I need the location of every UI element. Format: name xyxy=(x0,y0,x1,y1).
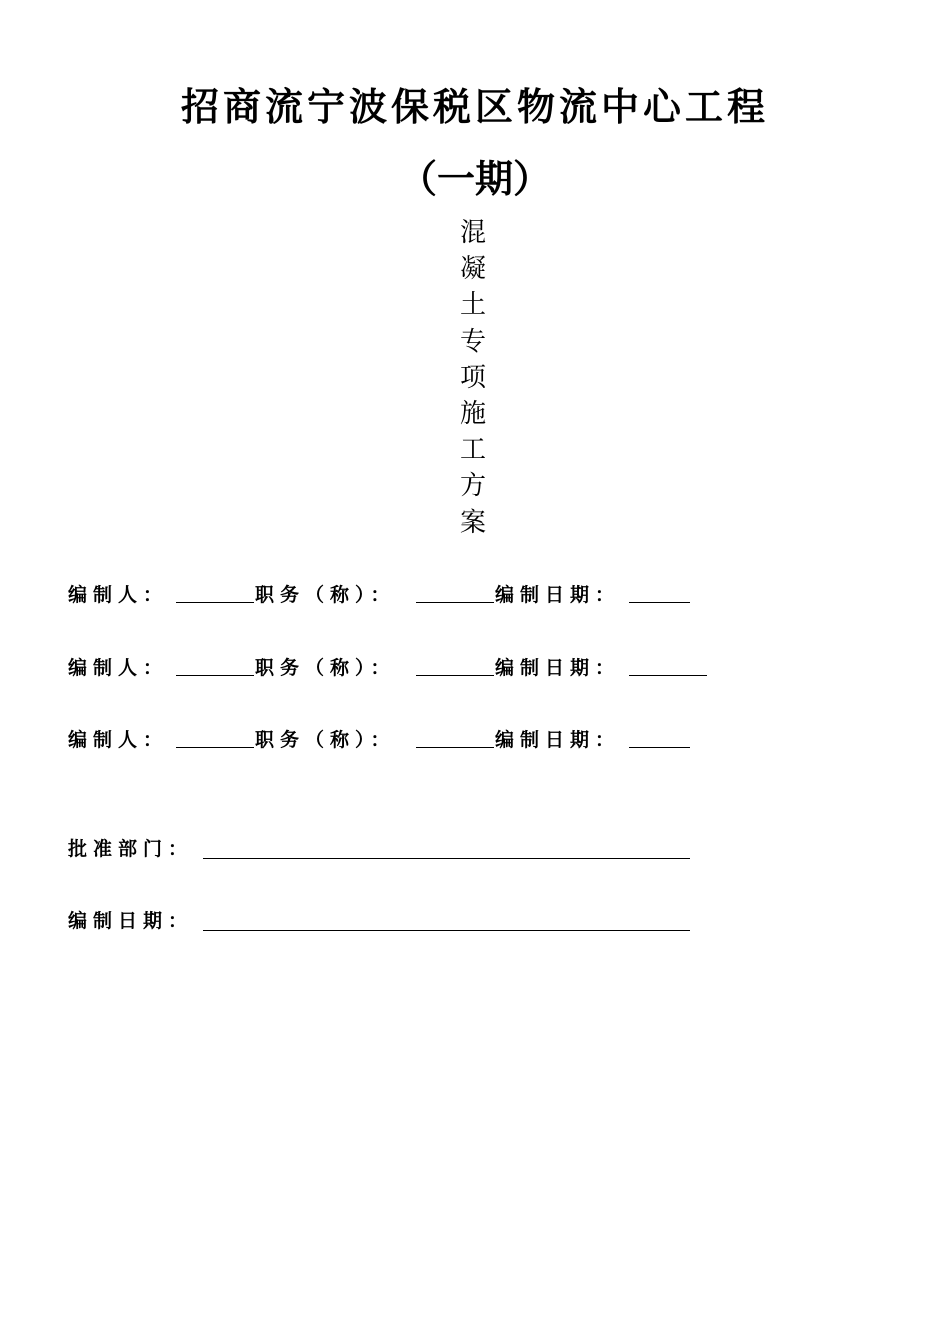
vertical-title-char: 专 xyxy=(459,326,486,357)
position-label: 职务（称）： xyxy=(255,584,396,606)
vertical-title-char: 凝 xyxy=(459,254,486,285)
vertical-title-char: 工 xyxy=(459,435,486,466)
approval-department-label: 批准部门： xyxy=(68,838,194,860)
approval-date-label: 编制日期： xyxy=(68,910,194,932)
date-blank[interactable] xyxy=(629,582,690,603)
vertical-title xyxy=(452,215,494,541)
position-label: 职务（称）： xyxy=(255,729,396,751)
preparer-label: 编制人： xyxy=(68,657,169,679)
vertical-title-char: 施 xyxy=(459,398,486,429)
position-blank[interactable] xyxy=(416,582,494,603)
preparer-label: 编制人： xyxy=(68,729,169,751)
date-label: 编制日期： xyxy=(495,584,621,606)
position-blank[interactable] xyxy=(416,655,494,676)
approval-department-blank[interactable] xyxy=(203,838,690,859)
preparer-blank[interactable] xyxy=(176,582,254,603)
date-blank[interactable] xyxy=(629,655,707,676)
vertical-title-char: 项 xyxy=(459,362,486,393)
preparer-blank[interactable] xyxy=(176,727,254,748)
date-label: 编制日期： xyxy=(495,657,621,679)
position-label: 职务（称）： xyxy=(255,657,396,679)
date-blank[interactable] xyxy=(629,727,690,748)
vertical-title-char: 方 xyxy=(459,471,486,502)
vertical-title-char: 混 xyxy=(459,218,486,248)
position-blank[interactable] xyxy=(416,727,494,748)
preparer-label: 编制人： xyxy=(68,584,169,606)
vertical-title-char: 案 xyxy=(459,507,486,538)
document-subtitle: （一期） xyxy=(398,156,551,201)
approval-date-blank[interactable] xyxy=(203,910,690,931)
document-title: 招商流宁波保税区物流中心工程 xyxy=(180,84,769,129)
preparer-blank[interactable] xyxy=(176,655,254,676)
vertical-title-char: 土 xyxy=(459,290,486,321)
date-label: 编制日期： xyxy=(495,729,621,751)
